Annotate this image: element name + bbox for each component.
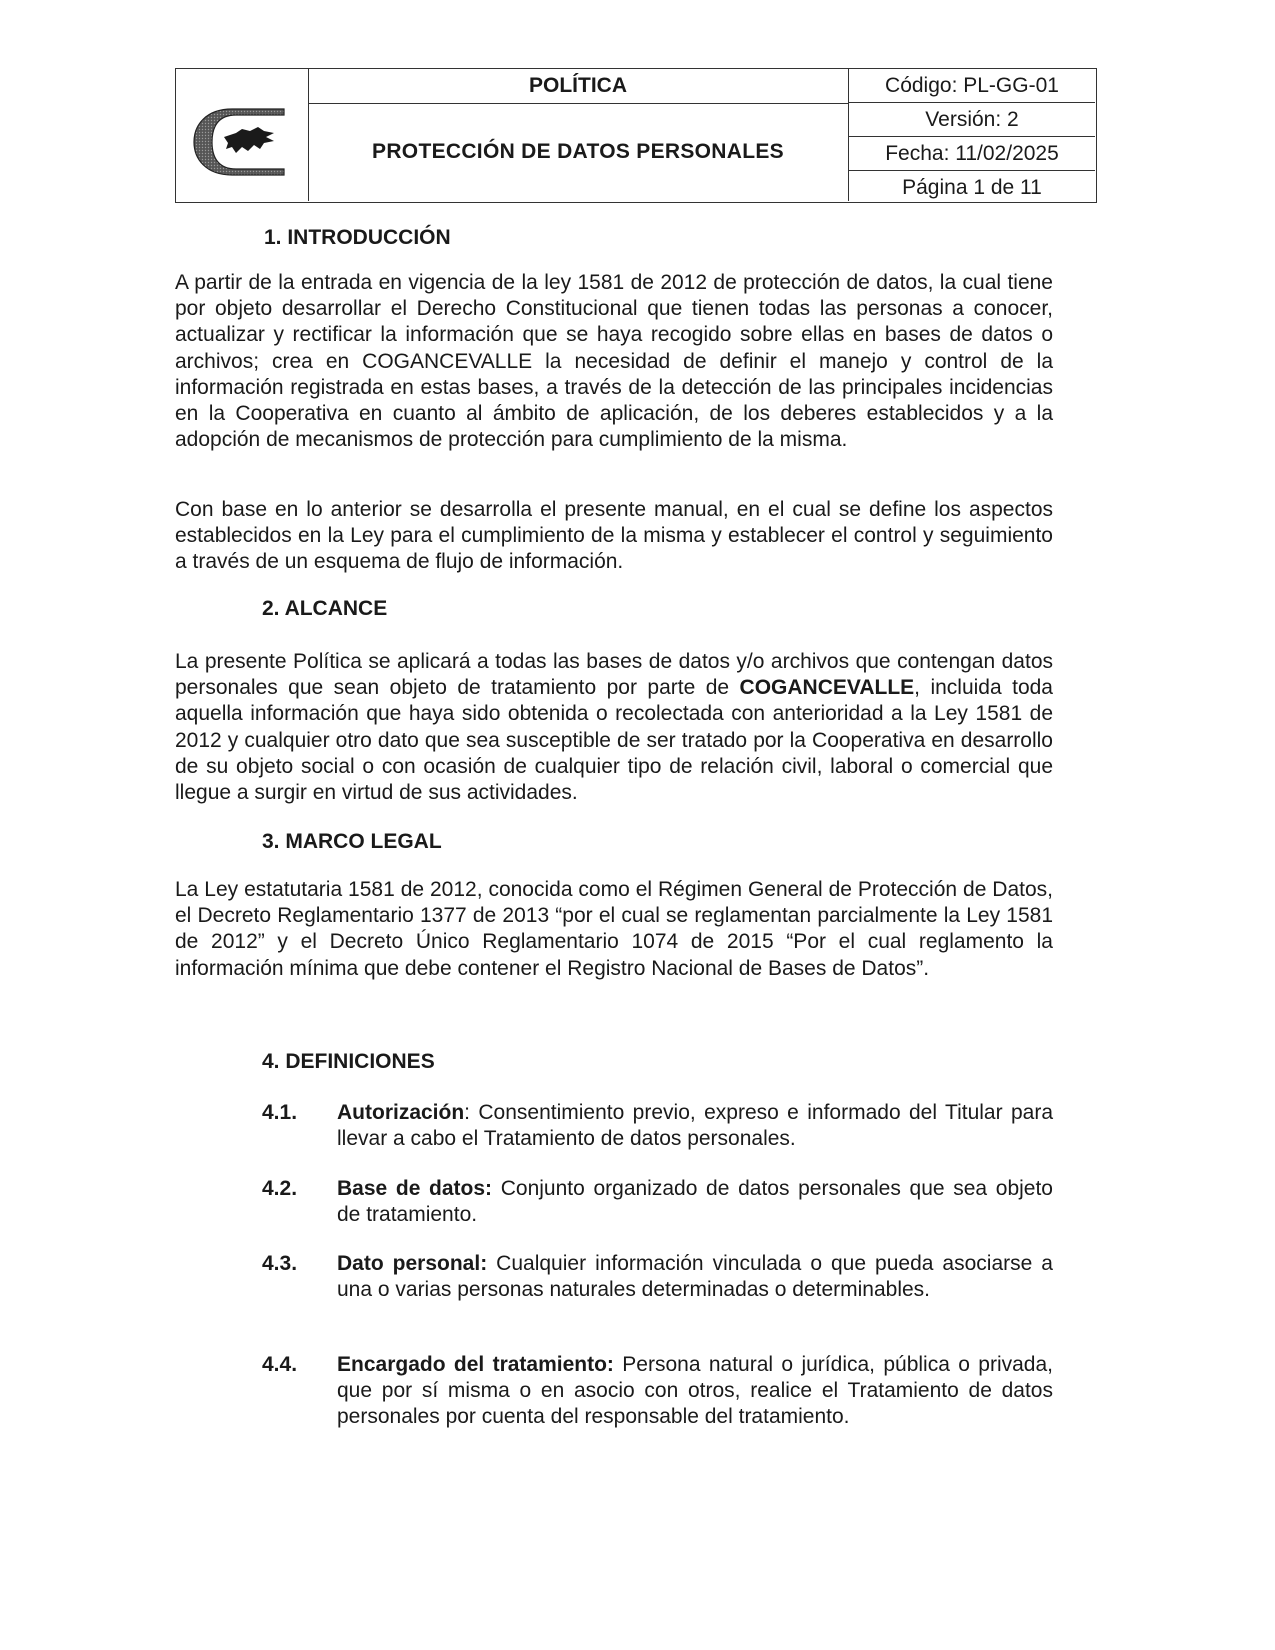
definition-term: Encargado del tratamiento: — [337, 1353, 614, 1376]
alcance-text-after: , incluida toda aquella información que haya sido obtenida o recolectada con anterioridad a la Ley 1581 de 2012 y cualquier otro dato que sea susceptible de ser tratado por la Cooperativa en desarrollo de su objeto social o con ocasión de cualquier tipo de relación civil, laboral o comercial que llegue a surgir en virtud de sus actividades. — [175, 676, 1053, 805]
coogancevalle-logo-icon — [192, 107, 292, 177]
definition-number: 4.1. — [262, 1101, 298, 1124]
definition-term: Autorización — [337, 1101, 465, 1124]
title-cell — [308, 69, 849, 201]
definition-text: Persona natural o jurídica, pública o privada, que por sí misma o en asocio con otros, realice el Tratamiento de datos personales por cuenta del responsable del tratamiento. — [337, 1353, 1053, 1429]
definition-text: Conjunto organizado de datos personales que sea objeto de tratamiento. — [337, 1177, 1053, 1227]
section-heading-alcance: 2. ALCANCE — [262, 597, 388, 620]
document-header-table — [175, 68, 1097, 203]
alcance-paragraph — [175, 649, 1053, 806]
document-title: PROTECCIÓN DE DATOS PERSONALES — [372, 140, 784, 163]
logo-cell — [176, 69, 309, 201]
document-date: Fecha: 11/02/2025 — [849, 137, 1095, 171]
definition-number: 4.4. — [262, 1353, 298, 1376]
definition-number: 4.2. — [262, 1177, 298, 1200]
alcance-text-before: La presente Política se aplicará a todas las bases de datos y/o archivos que contengan datos personales que sean objeto de tratamiento por parte de — [175, 650, 1053, 700]
definition-text: : Consentimiento previo, expreso e informado del Titular para llevar a cabo el Tratamiento de datos personales. — [337, 1101, 1053, 1151]
document-type: POLÍTICA — [308, 69, 848, 104]
section-heading-definiciones: 4. DEFINICIONES — [262, 1050, 435, 1073]
definition-term: Dato personal: — [337, 1252, 488, 1275]
definition-item — [262, 1176, 1053, 1228]
document-version: Versión: 2 — [849, 103, 1095, 137]
definition-item — [262, 1352, 1053, 1431]
definition-item — [262, 1251, 1053, 1303]
company-name: COGANCEVALLE — [739, 676, 915, 700]
document-metadata — [849, 69, 1095, 201]
section-heading-introduccion: 1. INTRODUCCIÓN — [264, 226, 451, 249]
definition-item — [262, 1100, 1053, 1152]
intro-paragraph-2: Con base en lo anterior se desarrolla el presente manual, en el cual se define los aspectos establecidos en la Ley para el cumplimiento de la misma y establecer el control y seguimiento a través de un esquema de flujo de información. — [175, 498, 1053, 574]
definition-text: Cualquier información vinculada o que pueda asociarse a una o varias personas naturales determinadas o determinables. — [337, 1252, 1053, 1302]
page-number: Página 1 de 11 — [902, 175, 1042, 199]
section-heading-marco-legal: 3. MARCO LEGAL — [262, 830, 442, 853]
definition-term: Base de datos: — [337, 1177, 493, 1200]
definition-number: 4.3. — [262, 1252, 298, 1275]
document-code: Código: PL-GG-01 — [849, 69, 1095, 103]
marco-legal-paragraph: La Ley estatutaria 1581 de 2012, conocida como el Régimen General de Protección de Datos, el Decreto Reglamentario 1377 de 2013 “por el cual se reglamentan parcialmente la Ley 1581 de 2012” y el Decreto Único Reglamentario 1074 de 2015 “Por el cual reglamento la información mínima que debe contener el Registro Nacional de Bases de Datos”. — [175, 878, 1053, 980]
intro-paragraph-1: A partir de la entrada en vigencia de la ley 1581 de 2012 de protección de datos, la cual tiene por objeto desarrollar el Derecho Constitucional que tienen todas las personas a conocer, actualizar y rectificar la información que se haya recogido sobre ellas en bases de datos o archivos; crea en COGANCEVALLE la necesidad de definir el manejo y control de la información registrada en estas bases, a través de la detección de las principales incidencias en la Cooperativa en cuanto al ámbito de aplicación, de los deberes establecidos y a la adopción de mecanismos de protección para cumplimiento de la misma. — [175, 271, 1053, 452]
